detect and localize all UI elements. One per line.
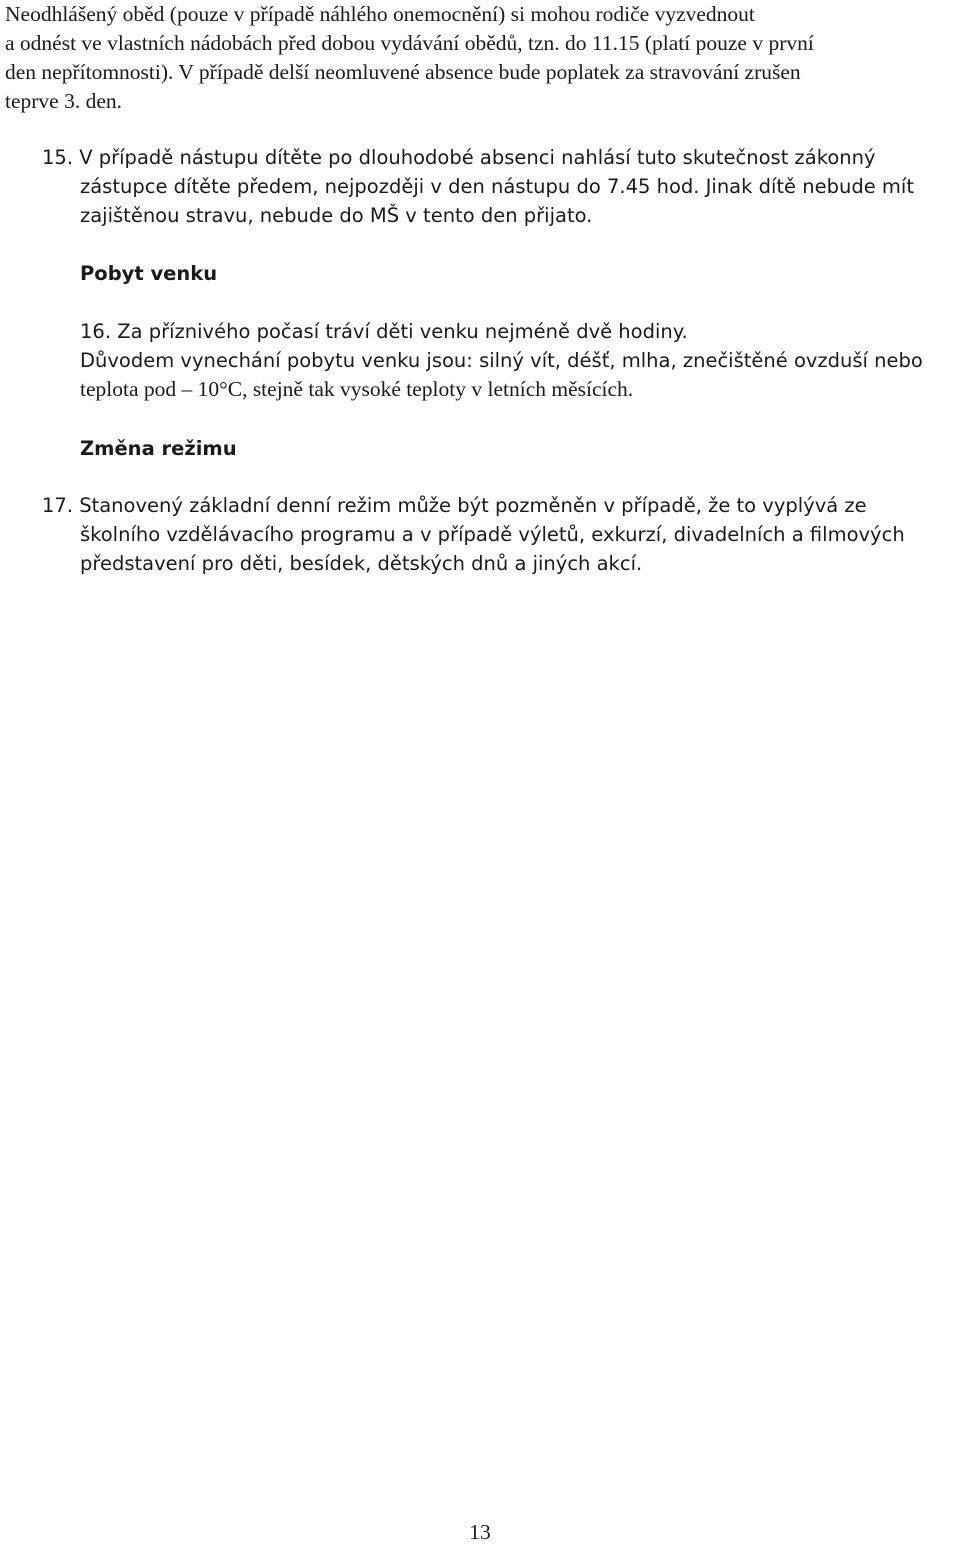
section-heading-zmena-rezimu: Změna režimu	[80, 437, 237, 460]
intro-line-4: teprve 3. den.	[5, 89, 123, 113]
item-17-line-3: představení pro děti, besídek, dětských dnů a jiných akcí.	[80, 552, 643, 575]
item-17-line-1: 17. Stanovený základní denní režim může být pozměněn v případě, že to vyplývá ze	[42, 494, 867, 517]
item-16-line-2: Důvodem vynechání pobytu venku jsou: silný vít, déšť, mlha, znečištěné ovzduší nebo	[80, 349, 923, 372]
intro-line-3: den nepřítomnosti). V případě delší neomluvené absence bude poplatek za stravování zrušen	[5, 60, 801, 84]
item-17-line-2: školního vzdělávacího programu a v případě výletů, exkurzí, divadelních a filmových	[80, 523, 905, 546]
intro-line-2: a odnést ve vlastních nádobách před dobou vydávání obědů, tzn. do 11.15 (platí pouze v první	[5, 31, 814, 55]
intro-line-1: Neodhlášený oběd (pouze v případě náhlého onemocnění) si mohou rodiče vyzvednout	[5, 2, 755, 26]
section-heading-pobyt-venku: Pobyt venku	[80, 262, 218, 285]
item-15-line-2: zástupce dítěte předem, nejpozději v den nástupu do 7.45 hod. Jinak dítě nebude mít	[80, 175, 914, 198]
item-15-line-3: zajištěnou stravu, nebude do MŠ v tento den přijato.	[80, 204, 593, 227]
page-number: 13	[469, 1520, 491, 1544]
item-16-line-3: teplota pod – 10°C, stejně tak vysoké teploty v letních měsících.	[80, 377, 634, 401]
item-16-line-1: 16. Za příznivého počasí tráví děti venku nejméně dvě hodiny.	[80, 320, 688, 343]
item-15-line-1: 15. V případě nástupu dítěte po dlouhodobé absenci nahlásí tuto skutečnost zákonný	[42, 146, 876, 169]
